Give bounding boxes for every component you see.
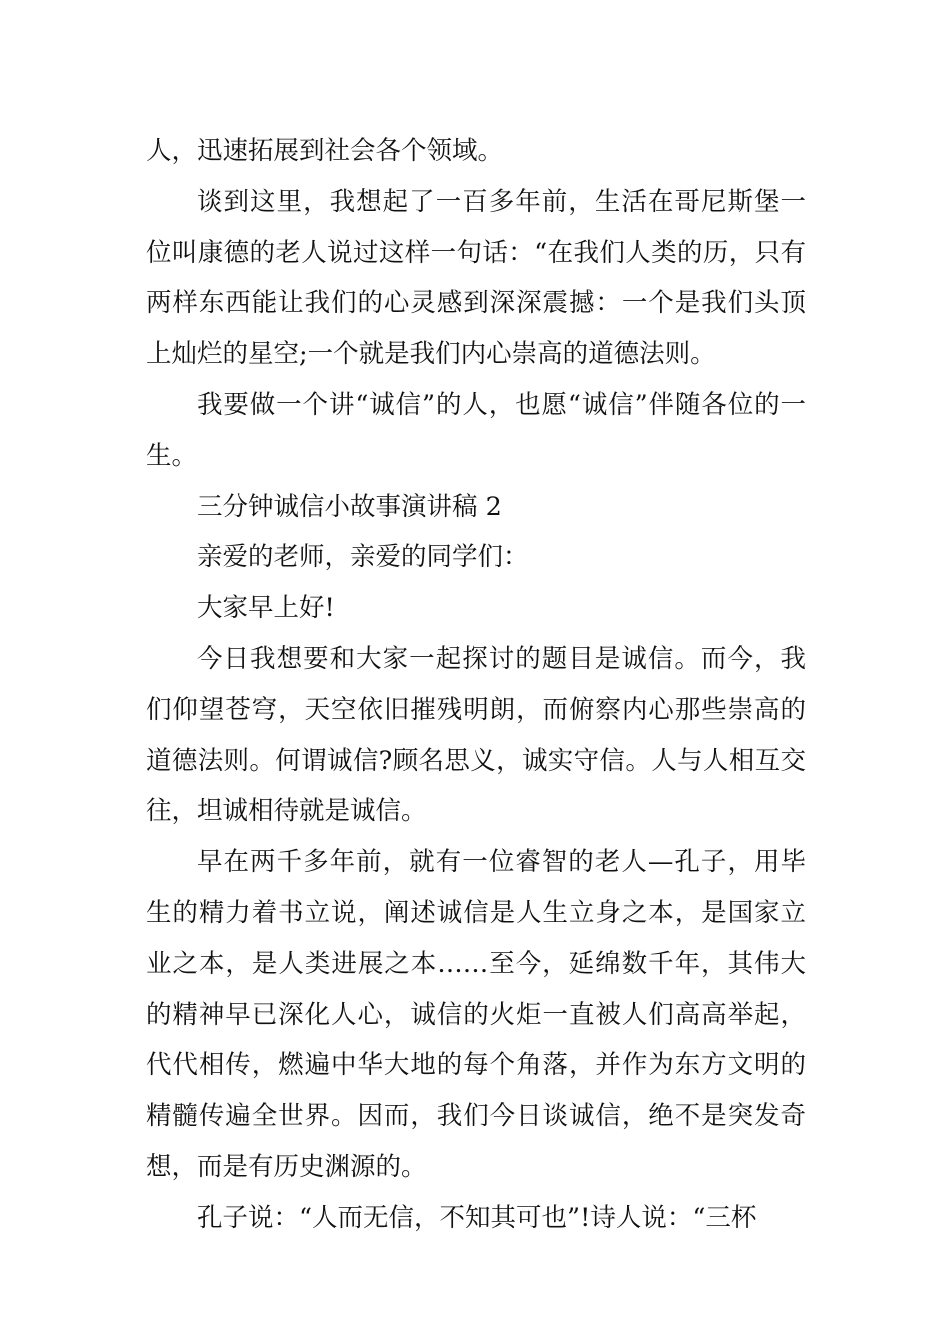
- paragraph-quotes: 孔子说：“人而无信，不知其可也”!诗人说：“三杯: [197, 1202, 757, 1233]
- paragraph-continuation: 人，迅速拓展到社会各个领域。: [146, 136, 504, 166]
- greeting: 大家早上好!: [197, 593, 335, 624]
- paragraph-topic: 今日我想要和大家一起探讨的题目是诚信。而今，我们仰望苍穹，天空依旧摧残明朗，而俯察内心那些崇高的道德法则。何谓诚信?顾名思义，诚实守信。人与人相互交往，坦诚相待就是诚信。: [146, 643, 806, 827]
- paragraph-kant-quote: 谈到这里，我想起了一百多年前，生活在哥尼斯堡一位叫康德的老人说过这样一句话：“在我们人类的历，只有两样东西能让我们的心灵感到深深震撼：一个是我们头顶上灿烂的星空;一个就是我们内心崇高的道德法则。: [146, 186, 806, 370]
- paragraph-closing: 我要做一个讲“诚信”的人，也愿“诚信”伴随各位的一生。: [146, 389, 806, 471]
- salutation: 亲爱的老师，亲爱的同学们：: [197, 542, 529, 573]
- document-page: [146, 126, 806, 1244]
- section-title: 三分钟诚信小故事演讲稿 2: [197, 491, 502, 522]
- paragraph-confucius-history: 早在两千多年前，就有一位睿智的老人—孔子，用毕生的精力着书立说，阐述诚信是人生立身之本，是国家立业之本，是人类进展之本……至今，延绵数千年，其伟大的精神早已深化人心，诚信的火炬一直被人们高高举起，代代相传，燃遍中华大地的每个角落，并作为东方文明的精髓传遍全世界。因而，我们今日谈诚信，绝不是突发奇想，而是有历史渊源的。: [146, 847, 806, 1182]
